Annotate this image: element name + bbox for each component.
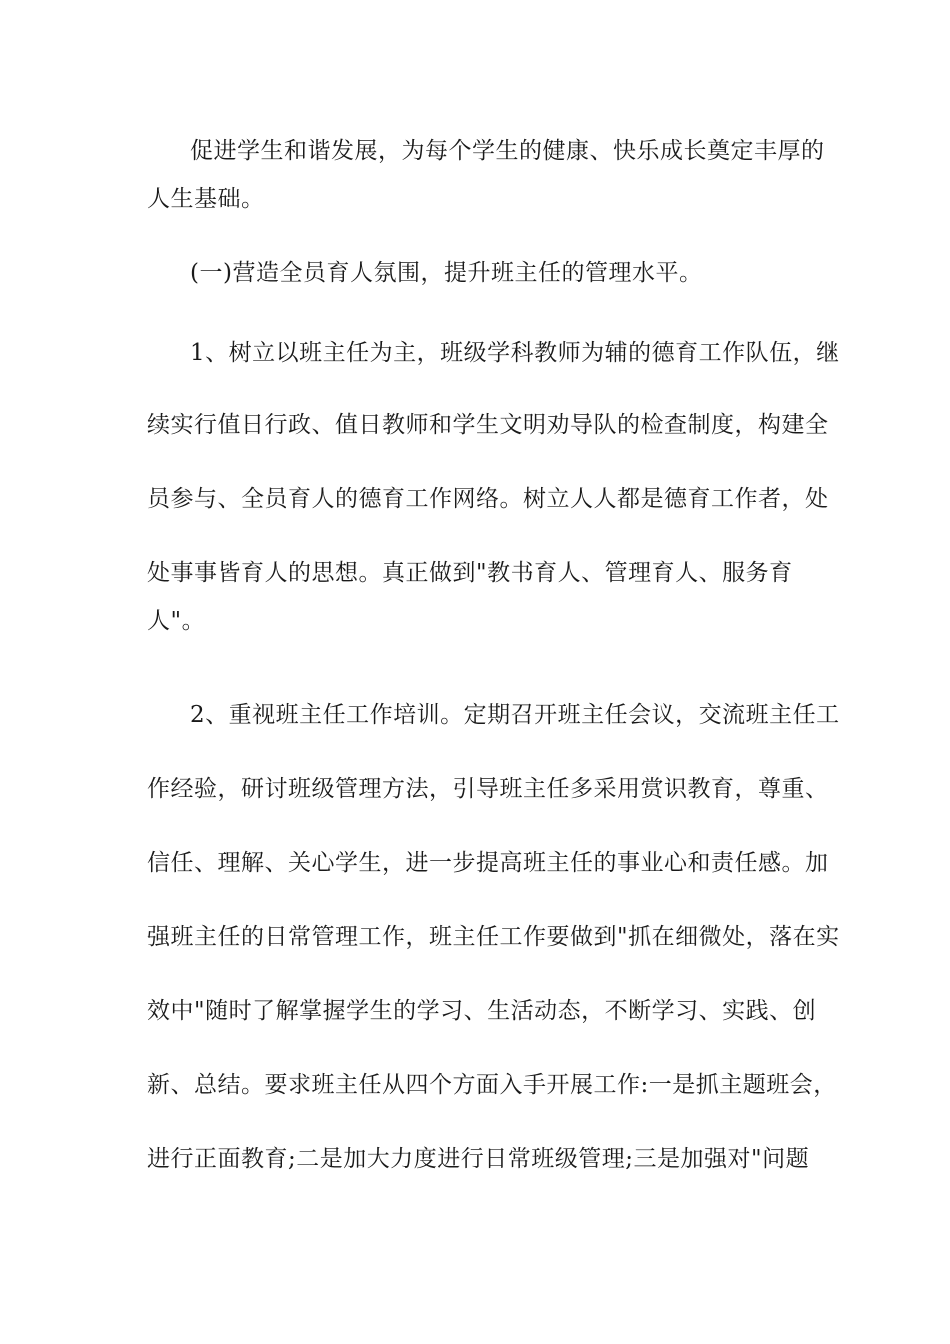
paragraph-line: 员参与、全员育人的德育工作网络。树立人人都是德育工作者，处 <box>147 486 829 512</box>
paragraph-line: 续实行值日行政、值日教师和学生文明劝导队的检查制度，构建全 <box>147 412 829 438</box>
paragraph-line: 人生基础。 <box>147 186 265 212</box>
paragraph-line: 作经验，研讨班级管理方法，引导班主任多采用赏识教育，尊重、 <box>147 776 829 802</box>
paragraph-line: 进行正面教育;二是加大力度进行日常班级管理;三是加强对"问题 <box>147 1146 810 1172</box>
paragraph-line: 2、重视班主任工作培训。定期召开班主任会议，交流班主任工 <box>190 702 840 728</box>
paragraph-line: 处事事皆育人的思想。真正做到"教书育人、管理育人、服务育 <box>147 560 793 586</box>
paragraph-line: 强班主任的日常管理工作，班主任工作要做到"抓在细微处，落在实 <box>147 924 840 950</box>
paragraph-line: 1、树立以班主任为主，班级学科教师为辅的德育工作队伍，继 <box>190 340 840 366</box>
paragraph-line: 信任、理解、关心学生，进一步提高班主任的事业心和责任感。加 <box>147 850 829 876</box>
paragraph-line: 效中"随时了解掌握学生的学习、生活动态，不断学习、实践、创 <box>147 998 817 1024</box>
paragraph-line: 人"。 <box>147 608 206 634</box>
paragraph-line: 促进学生和谐发展，为每个学生的健康、快乐成长奠定丰厚的 <box>190 138 825 164</box>
paragraph-line: 新、总结。要求班主任从四个方面入手开展工作:一是抓主题班会， <box>147 1072 837 1098</box>
section-heading: (一)营造全员育人氛围，提升班主任的管理水平。 <box>190 260 703 286</box>
